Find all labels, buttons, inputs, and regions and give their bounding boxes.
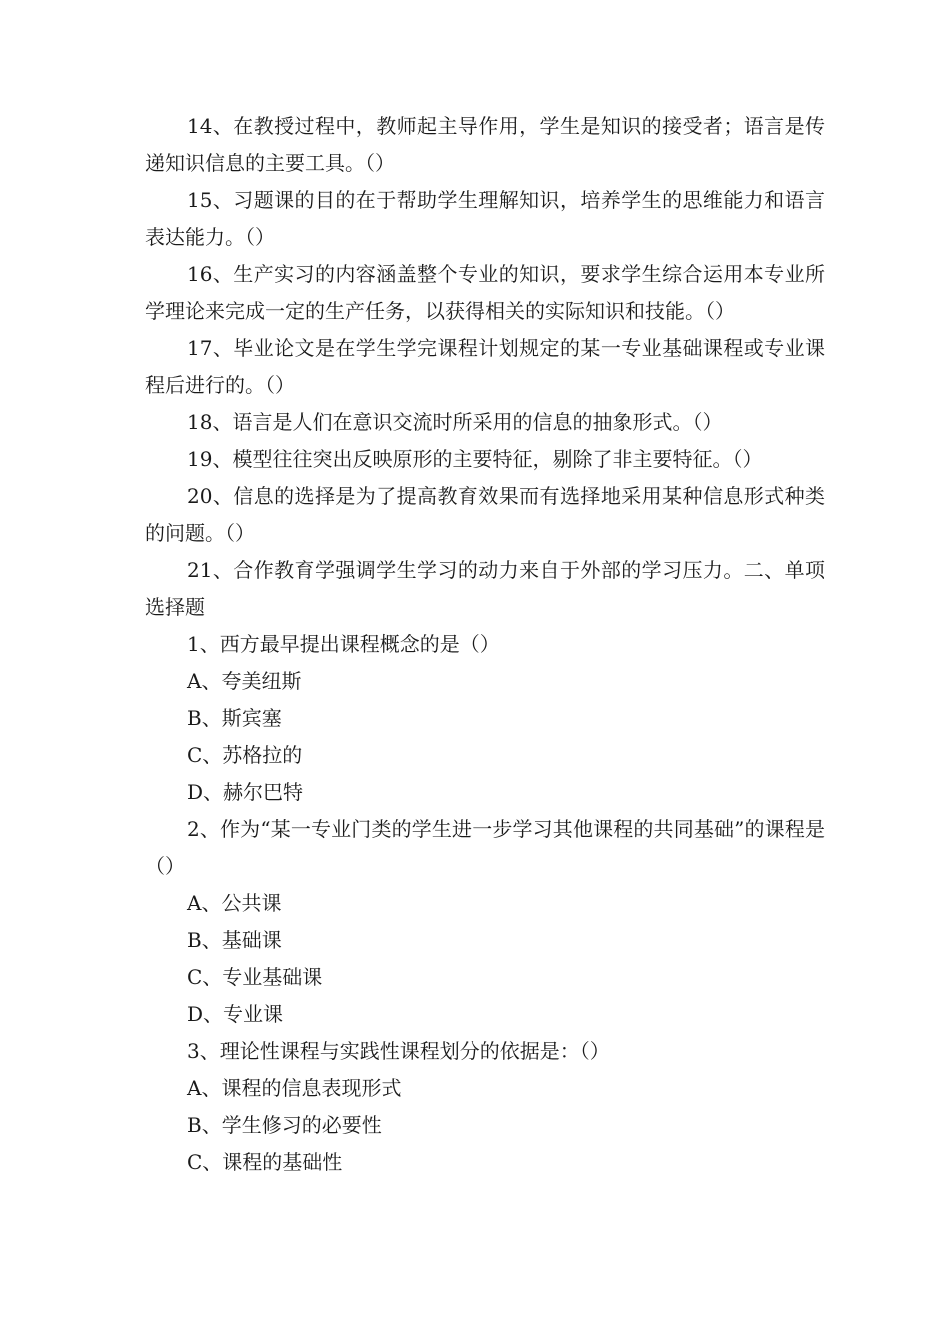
choice-2-option-a: A、公共课 [187,891,282,915]
question-14: 14、在教授过程中，教师起主导作用，学生是知识的接受者；语言是传递知识信息的主要工具。（） [145,114,825,175]
choice-question-2: 2、作为“某一专业门类的学生进一步学习其他课程的共同基础”的课程是（） [145,817,825,878]
choice-3-option-a: A、课程的信息表现形式 [187,1076,402,1100]
choice-2-option-b: B、基础课 [187,928,282,952]
question-16: 16、生产实习的内容涵盖整个专业的知识，要求学生综合运用本专业所学理论来完成一定的生产任务，以获得相关的实际知识和技能。（） [145,262,825,323]
choice-3-option-c: C、课程的基础性 [187,1150,343,1174]
choice-1-option-c: C、苏格拉的 [187,743,303,767]
choice-2-option-d: D、专业课 [187,1002,284,1026]
question-20: 20、信息的选择是为了提高教育效果而有选择地采用某种信息形式种类的问题。（） [145,484,825,545]
choice-question-1: 1、西方最早提出课程概念的是（） [187,632,500,656]
choice-1-option-b: B、斯宾塞 [187,706,282,730]
choice-question-3: 3、理论性课程与实践性课程划分的依据是：（） [187,1039,610,1063]
choice-2-option-c: C、专业基础课 [187,965,323,989]
question-15: 15、习题课的目的在于帮助学生理解知识，培养学生的思维能力和语言表达能力。（） [145,188,825,249]
question-19: 19、模型往往突出反映原形的主要特征，剔除了非主要特征。（） [187,447,763,471]
question-21-and-section-heading: 21、合作教育学强调学生学习的动力来自于外部的学习压力。二、单项选择题 [145,558,825,619]
question-17: 17、毕业论文是在学生学完课程计划规定的某一专业基础课程或专业课程后进行的。（） [145,336,825,397]
choice-1-option-d: D、赫尔巴特 [187,780,304,804]
choice-3-option-b: B、学生修习的必要性 [187,1113,382,1137]
document-body [145,108,825,1181]
question-18: 18、语言是人们在意识交流时所采用的信息的抽象形式。（） [187,410,723,434]
choice-1-option-a: A、夸美纽斯 [187,669,302,693]
